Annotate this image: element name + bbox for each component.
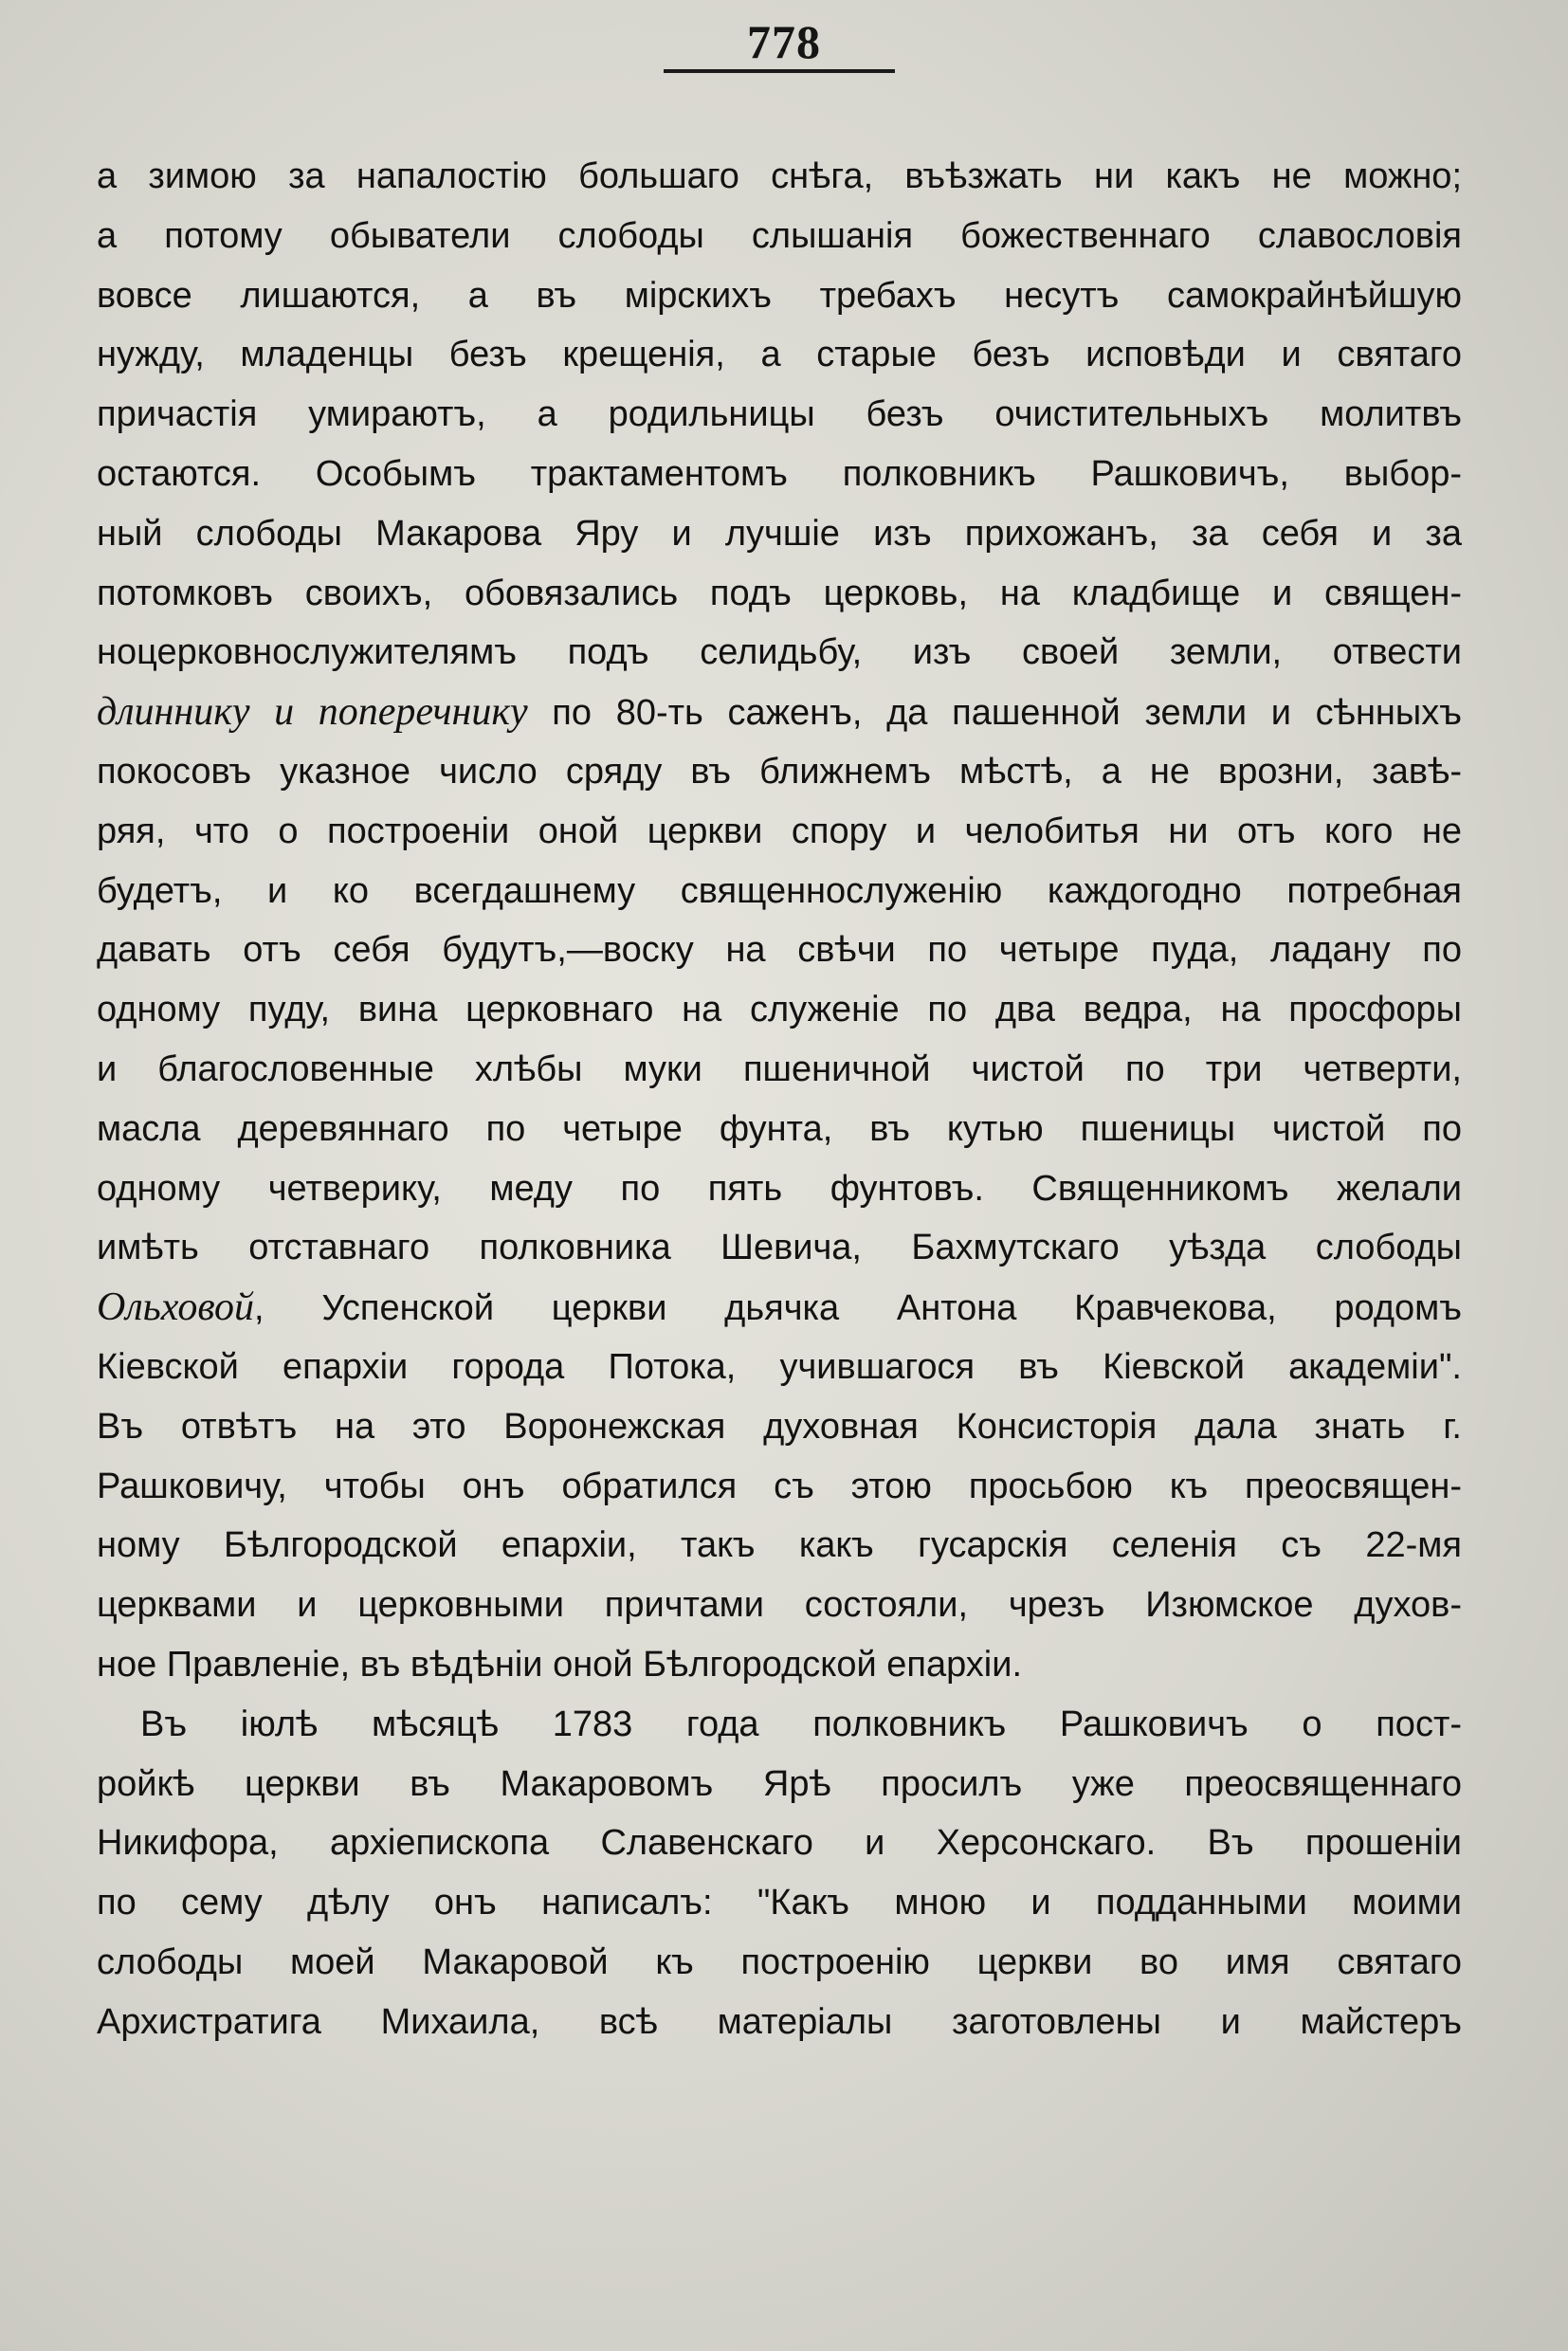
text-segment: остаются. Особымъ трактаментомъ полковникъ Рашковичъ, выбор-: [97, 453, 1462, 494]
text-line: [97, 1813, 1462, 1873]
text-line: [97, 1338, 1462, 1397]
text-line: [97, 325, 1462, 385]
text-line: [97, 1040, 1462, 1100]
italic-text-segment: длиннику и поперечнику: [97, 690, 528, 735]
text-segment: ройкѣ церкви въ Макаровомъ Ярѣ просилъ уже преосвященнаго: [97, 1763, 1462, 1804]
text-line: [97, 980, 1462, 1040]
text-segment: Въ іюлѣ мѣсяцѣ 1783 года полковникъ Рашковичъ о пост-: [140, 1704, 1462, 1744]
text-segment: будетъ, и ко всегдашнему священнослуженію каждогодно потребная: [97, 870, 1462, 911]
text-segment: по сему дѣлу онъ написалъ: "Какъ мною и подданными моими: [97, 1883, 1462, 1923]
text-segment: слободы моей Макаровой къ построенію церкви во имя святаго: [97, 1941, 1462, 1982]
text-segment: , Успенской церкви дьячка Антона Кравчекова, родомъ: [254, 1288, 1462, 1329]
text-line: [97, 1100, 1462, 1159]
text-line: [97, 445, 1462, 504]
text-line: [97, 207, 1462, 266]
text-line: [97, 802, 1462, 862]
text-line: [97, 1755, 1462, 1814]
text-line: [97, 1278, 1462, 1338]
text-line: [97, 683, 1462, 742]
text-segment: потомковъ своихъ, обовязались подъ церковь, на кладбище и священ-: [97, 573, 1462, 613]
text-line: [97, 742, 1462, 802]
text-segment: по 80-ть саженъ, да пашенной земли и сѣнныхъ: [527, 693, 1462, 734]
text-segment: Никифора, архіепископа Славенскаго и Херсонскаго. Въ прошеніи: [97, 1823, 1462, 1864]
text-segment: нужду, младенцы безъ крещенія, а старые безъ исповѣди и святаго: [97, 335, 1462, 375]
text-segment: Кіевской епархіи города Потока, учившагося въ Кіевской академіи".: [97, 1346, 1462, 1387]
text-segment: вовсе лишаются, а въ мірскихъ требахъ несутъ самокрайнѣйшую: [97, 275, 1462, 316]
text-segment: причастія умираютъ, а родильницы безъ очистительныхъ молитвъ: [97, 394, 1462, 435]
text-segment: ный слободы Макарова Яру и лучшіе изъ прихожанъ, за себя и за: [97, 513, 1462, 554]
text-line: [97, 1695, 1462, 1755]
text-line: [97, 1635, 1462, 1695]
text-line: [97, 1933, 1462, 1993]
text-line: [97, 1457, 1462, 1517]
text-segment: Рашковичу, чтобы онъ обратился съ этою просьбою къ преосвящен-: [97, 1466, 1462, 1506]
text-line: [97, 564, 1462, 624]
text-segment: имѣть отставнаго полковника Шевича, Бахмутскаго уѣзда слободы: [97, 1228, 1462, 1268]
text-segment: одному четверику, меду по пять фунтовъ. Священникомъ желали: [97, 1168, 1462, 1209]
text-line: [97, 862, 1462, 921]
text-line: [97, 385, 1462, 445]
text-line: [97, 1218, 1462, 1278]
text-line: [97, 504, 1462, 564]
italic-text-segment: Ольховой: [97, 1285, 255, 1330]
page-number-rule: [664, 69, 895, 73]
text-segment: одному пуду, вина церковнаго на служеніе по два ведра, на просфоры: [97, 990, 1462, 1030]
text-segment: ряя, что о построеніи оной церкви спору и челобитья ни отъ кого не: [97, 811, 1462, 851]
text-line: [97, 147, 1462, 207]
text-segment: давать отъ себя будутъ,—воску на свѣчи по четыре пуда, ладану по: [97, 930, 1462, 971]
text-line: [97, 920, 1462, 980]
text-segment: церквами и церковными причтами состояли, чрезъ Изюмское духов-: [97, 1585, 1462, 1626]
body-text: [97, 147, 1462, 2052]
text-line: [97, 1993, 1462, 2052]
text-line: [97, 1516, 1462, 1576]
text-segment: ное Правленіе, въ вѣдѣніи оной Бѣлгородской епархіи.: [97, 1644, 1023, 1685]
text-segment: ному Бѣлгородской епархіи, такъ какъ гусарскія селенія съ 22-мя: [97, 1525, 1462, 1566]
text-segment: покосовъ указное число сряду въ ближнемъ мѣстѣ, а не врозни, завѣ-: [97, 751, 1462, 792]
text-line: [97, 623, 1462, 683]
text-line: [97, 1576, 1462, 1635]
text-segment: Архистратига Михаила, всѣ матеріалы заготовлены и майстеръ: [97, 2001, 1462, 2042]
text-segment: и благословенные хлѣбы муки пшеничной чистой по три четверти,: [97, 1048, 1462, 1089]
text-segment: масла деревяннаго по четыре фунта, въ кутью пшеницы чистой по: [97, 1108, 1462, 1149]
text-line: [97, 1873, 1462, 1933]
text-line: [97, 1159, 1462, 1219]
text-segment: а зимою за напалостію большаго снѣга, въѣзжать ни какъ не можно;: [97, 156, 1462, 196]
text-segment: Въ отвѣтъ на это Воронежская духовная Консисторія дала знать г.: [97, 1406, 1462, 1447]
text-segment: ноцерковнослужителямъ подъ селидьбу, изъ своей земли, отвести: [97, 632, 1462, 673]
text-line: [97, 266, 1462, 326]
text-segment: а потому обыватели слободы слышанія божественнаго славословія: [97, 215, 1462, 256]
page-number: 778: [747, 15, 821, 68]
text-line: [97, 1397, 1462, 1457]
